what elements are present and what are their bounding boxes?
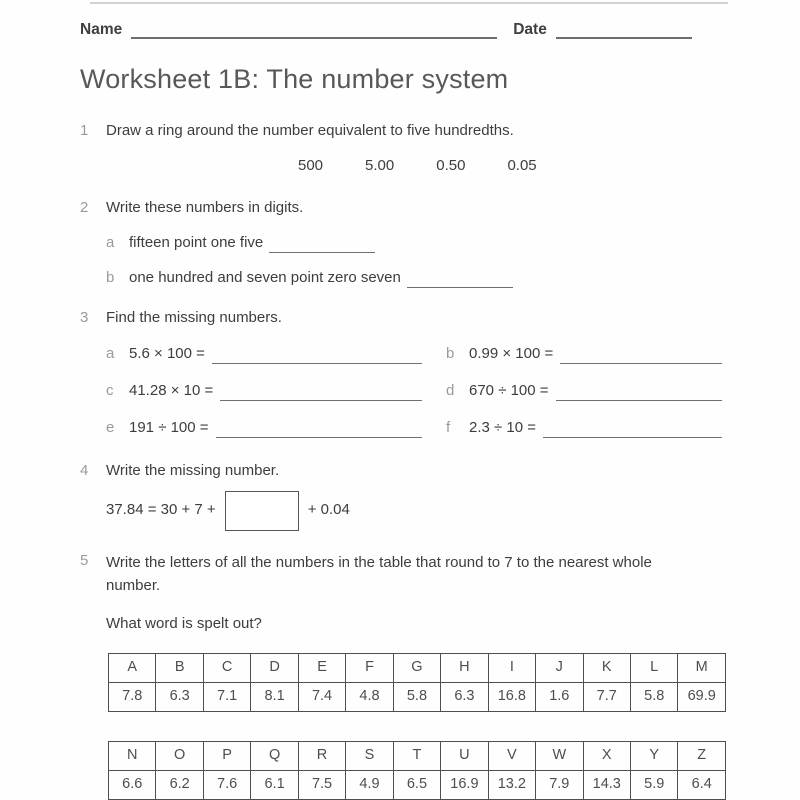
equation-right: + 0.04 [307,501,350,519]
question-4-equation [106,491,722,531]
question-2-number: 2 [80,198,89,216]
table-cell: Y [630,742,677,771]
table-cell: O [156,742,203,771]
question-4 [80,461,722,530]
table-cell: B [156,654,203,683]
expression: 5.6 × 100 = [129,344,205,362]
table-cell: 5.9 [630,771,677,800]
table-cell: R [298,742,345,771]
q3-item-b [446,344,722,364]
worksheet-title: Worksheet 1B: The number system [80,64,509,94]
table-cell: 7.5 [298,771,345,800]
table-cell: 6.5 [393,771,440,800]
table-cell: 8.1 [251,683,298,712]
item-text: fifteen point one five [129,233,264,251]
expression: 0.99 × 100 = [469,344,554,362]
table-cell: N [109,742,156,771]
table-cell: K [583,654,630,683]
worksheet-content [0,21,800,800]
question-4-number: 4 [80,462,89,480]
answer-blank [407,276,513,288]
item-letter: e [106,419,115,436]
table-cell: 6.1 [251,771,298,800]
q3-item-e [106,418,422,438]
answer-blank [220,389,422,401]
item-letter: a [106,344,115,362]
answer-blank [543,426,722,438]
table-cell: 16.8 [488,683,535,712]
letters-table-a-m [108,653,726,712]
item-letter: f [446,419,451,436]
question-1-number: 1 [80,122,89,139]
table-cell: F [346,654,393,683]
question-3-items [106,344,722,439]
table-cell: 16.9 [441,771,488,800]
table-cell: 6.3 [441,683,488,712]
question-5-number: 5 [80,551,89,569]
table-cell: 7.6 [203,771,250,800]
q1-option: 0.50 [436,157,466,175]
item-text: one hundred and seven point zero seven [129,269,401,286]
question-3-body [106,308,722,438]
table-value-row [109,771,726,800]
q1-option: 500 [298,157,324,175]
q1-option: 5.00 [365,157,395,175]
question-5-prompt: What word is spelt out? [106,615,262,632]
q3-item-a [106,344,422,364]
table-cell: 7.9 [536,771,583,800]
question-3 [80,308,722,438]
item-letter: d [446,381,455,399]
answer-blank [269,241,375,253]
expression: 670 ÷ 100 = [469,381,549,399]
question-1-text: Draw a ring around the number equivalent to five hundredths. [106,122,514,139]
missing-number-box [225,491,299,531]
table-cell: S [346,742,393,771]
page-edge-line [90,2,728,4]
table-cell: X [583,742,630,771]
question-4-text: Write the missing number. [106,462,280,480]
table-cell: L [630,654,677,683]
expression: 191 ÷ 100 = [129,419,209,436]
question-5-text: Write the letters of all the numbers in the table that round to 7 to the nearest whole number. [106,553,652,594]
table-letter-row [109,654,726,683]
table-cell: V [488,742,535,771]
q2-item-a [106,233,722,253]
question-3-text: Find the missing numbers. [106,309,282,327]
answer-blank [560,352,722,364]
question-5-body [106,551,722,800]
table-cell: 7.7 [583,683,630,712]
table-cell: 13.2 [488,771,535,800]
table-cell: 7.4 [298,683,345,712]
table-cell: E [298,654,345,683]
table-cell: C [203,654,250,683]
q1-option: 0.05 [507,157,537,175]
item-letter: b [106,269,115,286]
question-2-text: Write these numbers in digits. [106,198,304,216]
table-cell: H [441,654,488,683]
table-cell: P [203,742,250,771]
answer-blank [212,352,422,364]
table-cell: 6.2 [156,771,203,800]
question-1-options [298,156,722,176]
table-cell: 4.8 [346,683,393,712]
table-letter-row [109,742,726,771]
q3-item-f [446,418,722,438]
question-5 [80,551,722,800]
answer-blank [556,389,722,401]
table-cell: 6.6 [109,771,156,800]
table-cell: U [441,742,488,771]
name-blank-line [131,24,497,39]
table-cell: M [678,654,726,683]
answer-blank [216,426,422,438]
table-cell: 1.6 [536,683,583,712]
table-cell: A [109,654,156,683]
q3-item-c [106,381,422,401]
question-3-number: 3 [80,309,89,327]
equation-left: 37.84 = 30 + 7 + [106,501,216,519]
table-cell: G [393,654,440,683]
table-cell: I [488,654,535,683]
date-label: Date [513,21,547,38]
table-cell: 14.3 [583,771,630,800]
date-blank-line [556,24,692,39]
table-cell: 69.9 [678,683,726,712]
q3-item-d [446,381,722,401]
table-cell: 5.8 [630,683,677,712]
table-cell: 6.4 [678,771,726,800]
expression: 41.28 × 10 = [129,381,214,399]
question-4-body [106,461,722,530]
table-cell: T [393,742,440,771]
table-cell: 5.8 [393,683,440,712]
question-1 [80,121,722,177]
table-cell: 7.1 [203,683,250,712]
table-cell: 4.9 [346,771,393,800]
table-cell: D [251,654,298,683]
table-cell: 7.8 [109,683,156,712]
table-value-row [109,683,726,712]
table-cell: Q [251,742,298,771]
expression: 2.3 ÷ 10 = [469,419,537,436]
item-letter: a [106,233,115,251]
name-label: Name [80,21,123,38]
question-2 [80,198,722,289]
table-cell: W [536,742,583,771]
item-letter: c [106,381,114,399]
table-cell: J [536,654,583,683]
name-date-header [80,21,722,39]
table-cell: 6.3 [156,683,203,712]
letters-table-n-z [108,741,726,800]
q2-item-b [106,268,722,288]
table-cell: Z [678,742,726,771]
item-letter: b [446,344,455,362]
question-1-body [106,121,722,177]
question-2-body [106,198,722,289]
